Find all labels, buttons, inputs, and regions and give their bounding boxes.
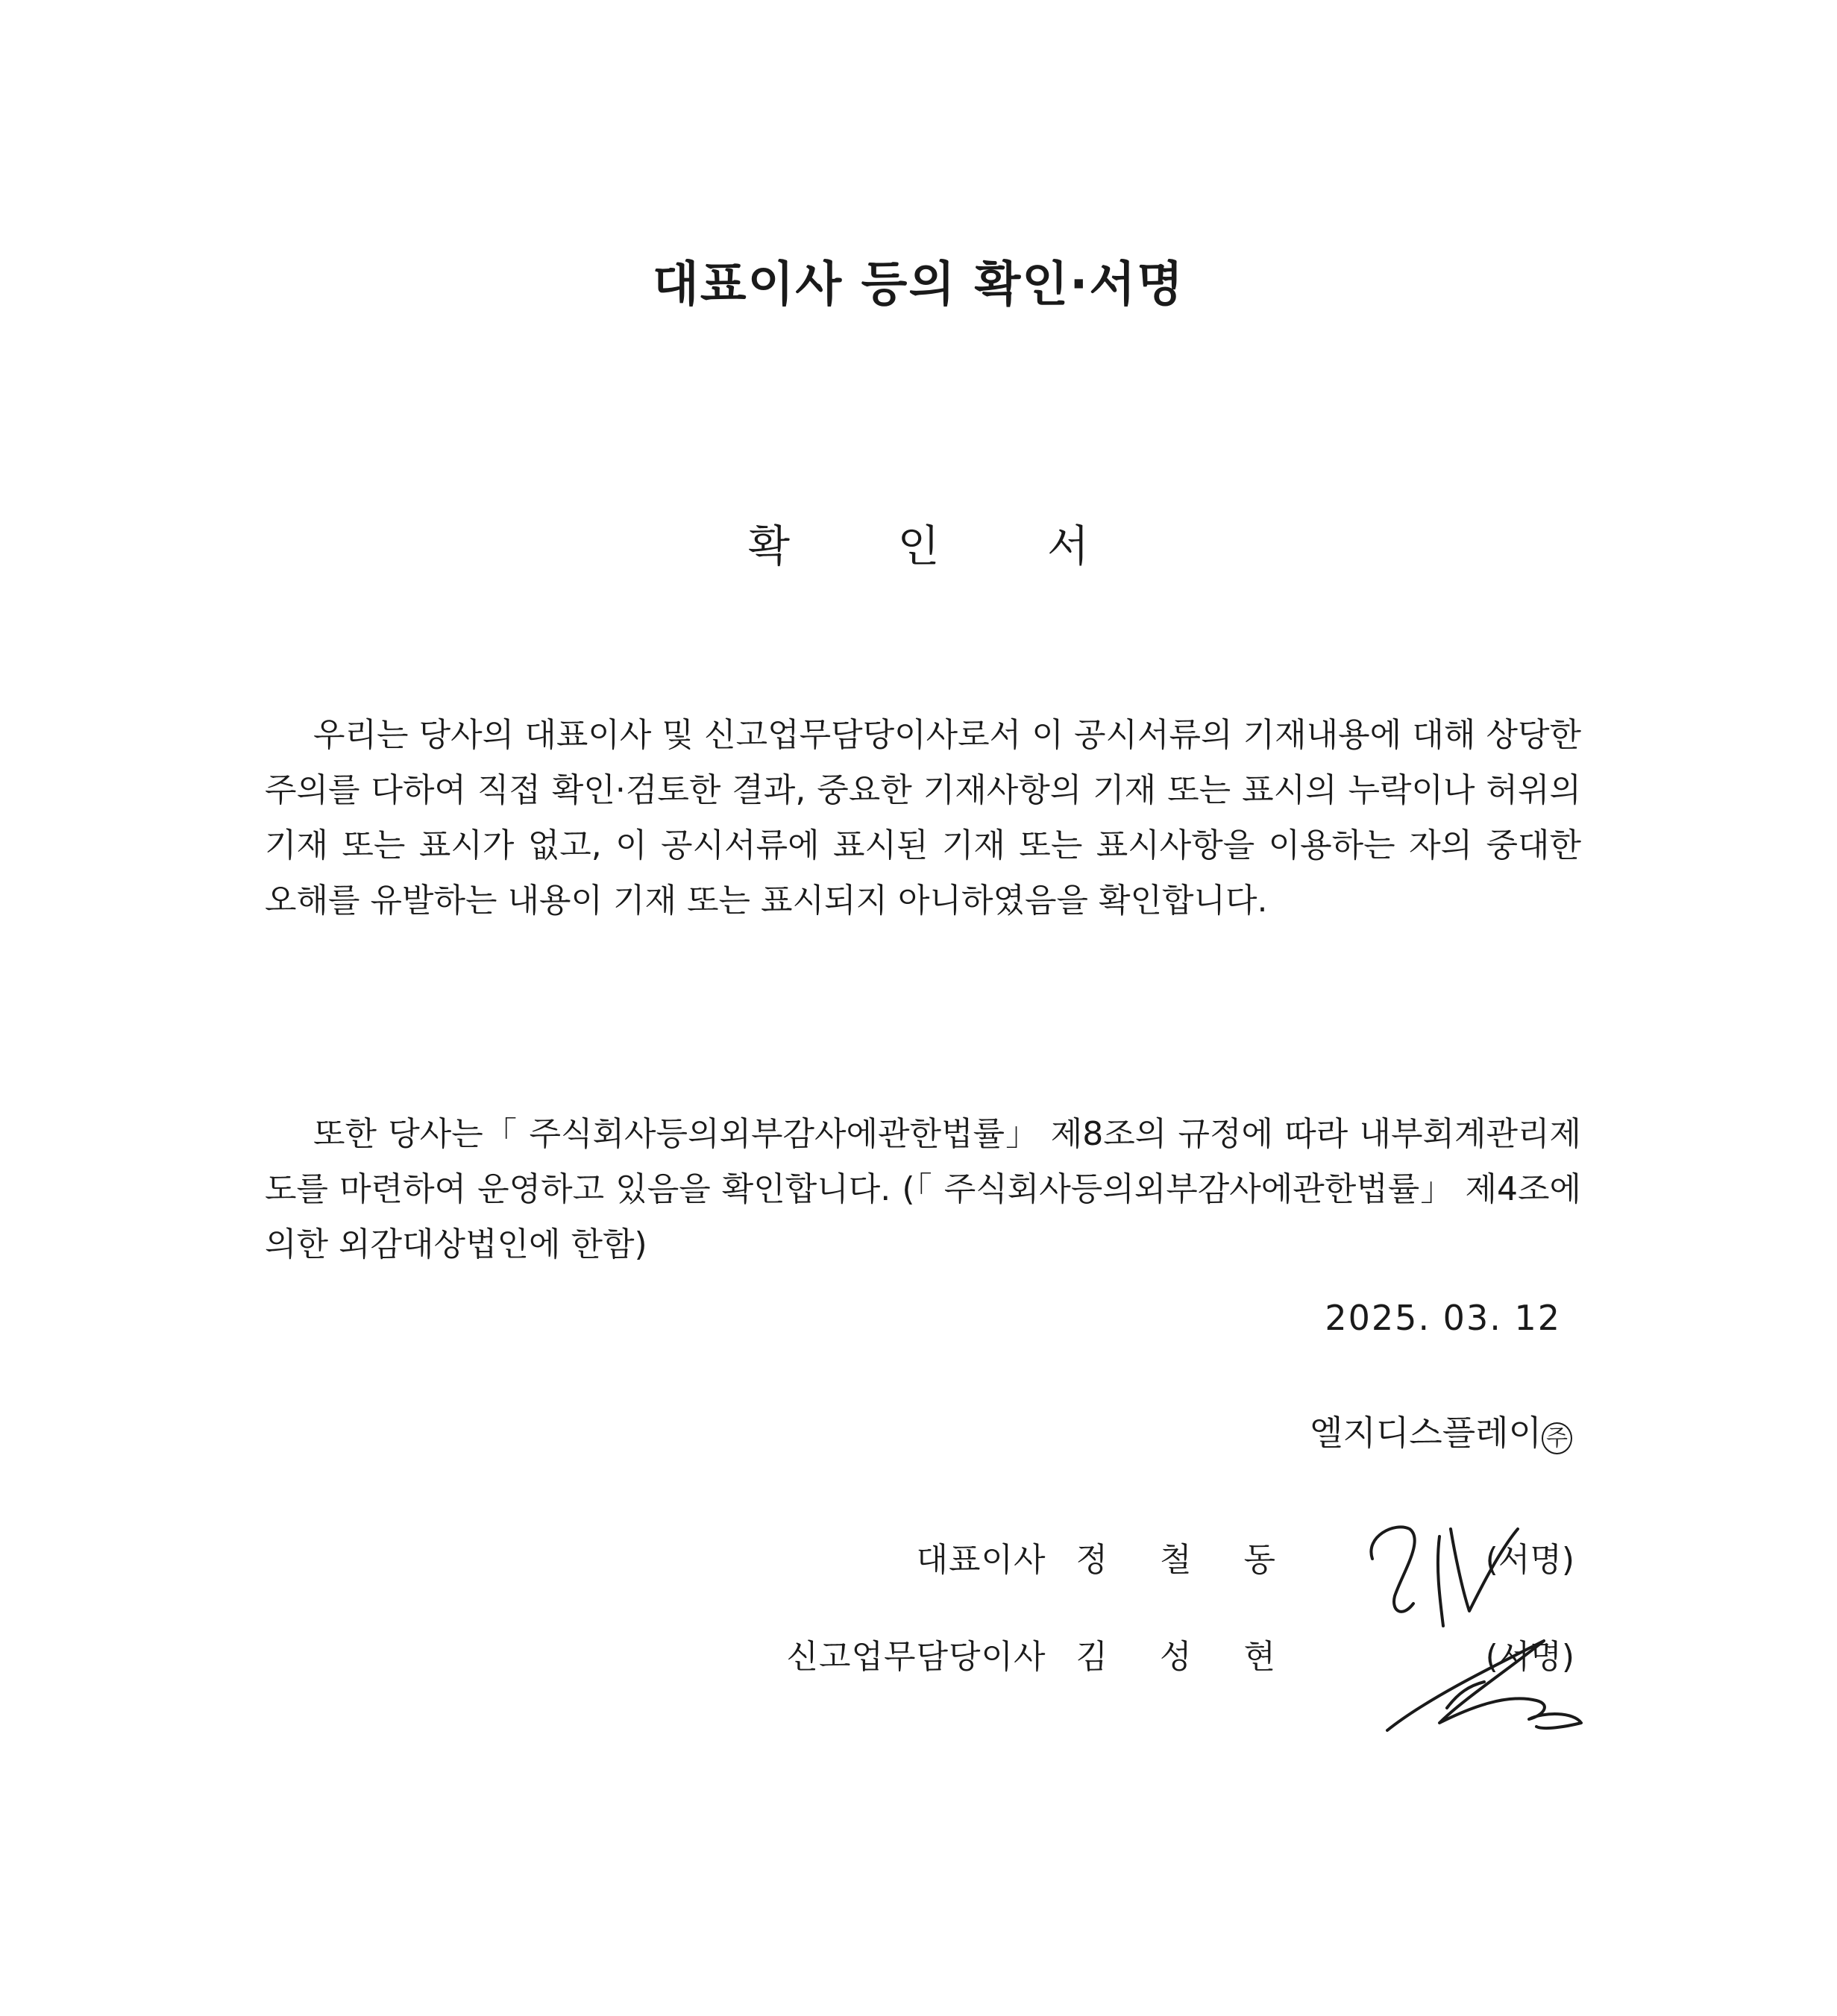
signer-row-ceo bbox=[917, 1533, 1297, 1580]
document-title: 대표이사 등의 확인·서명 bbox=[652, 257, 1185, 313]
signature-officer bbox=[1387, 1641, 1581, 1730]
signer-row-disclosure-officer bbox=[786, 1630, 1296, 1677]
signer-name: 정 철 동 bbox=[1075, 1541, 1296, 1579]
subtitle-char-2: 인 bbox=[897, 521, 940, 571]
signer-role: 대표이사 bbox=[916, 1541, 1046, 1579]
handwritten-signatures bbox=[1357, 1507, 1604, 1745]
signer-name: 김 성 현 bbox=[1075, 1638, 1296, 1676]
corporation-mark: 주 bbox=[1542, 1422, 1572, 1454]
signature-ceo bbox=[1371, 1527, 1414, 1612]
subtitle-char-3: 서 bbox=[1046, 521, 1089, 571]
subtitle bbox=[0, 511, 1837, 574]
company-label: 엘지디스플레이 bbox=[1309, 1413, 1542, 1453]
sign-label: (서명) bbox=[1485, 1638, 1574, 1676]
confirmation-paragraph: 우리는 당사의 대표이사 및 신고업무담당이사로서 이 공시서류의 기재내용에 대해 상당한 주의를 다하여 직접 확인·검토한 결과, 중요한 기재사항의 기재 또는 표시의 누락이나 허위의 기재 또는 표시가 없고, 이 공시서류에 표시된 기재 또는 표시사항을 이용하는 자의 중대한 오해를 유발하는 내용이 기재 또는 표시되지 아니하였음을 확인합니다. bbox=[265, 716, 1581, 920]
company-name bbox=[1310, 1406, 1572, 1455]
internal-control-paragraph: 또한 당사는「 주식회사등의외부감사에관한법률」 제8조의 규정에 따라 내부회계관리제도를 마련하여 운영하고 있음을 확인합니다. (「 주식회사등의외부감사에관한법률」 제4조에 의한 외감대상법인에 한함) bbox=[265, 1115, 1581, 1263]
signer-role: 신고업무담당이사 bbox=[786, 1638, 1046, 1676]
document-date: 2025. 03. 12 bbox=[1325, 1298, 1561, 1338]
sign-label: (서명) bbox=[1485, 1541, 1574, 1579]
subtitle-char-1: 확 bbox=[748, 521, 791, 571]
